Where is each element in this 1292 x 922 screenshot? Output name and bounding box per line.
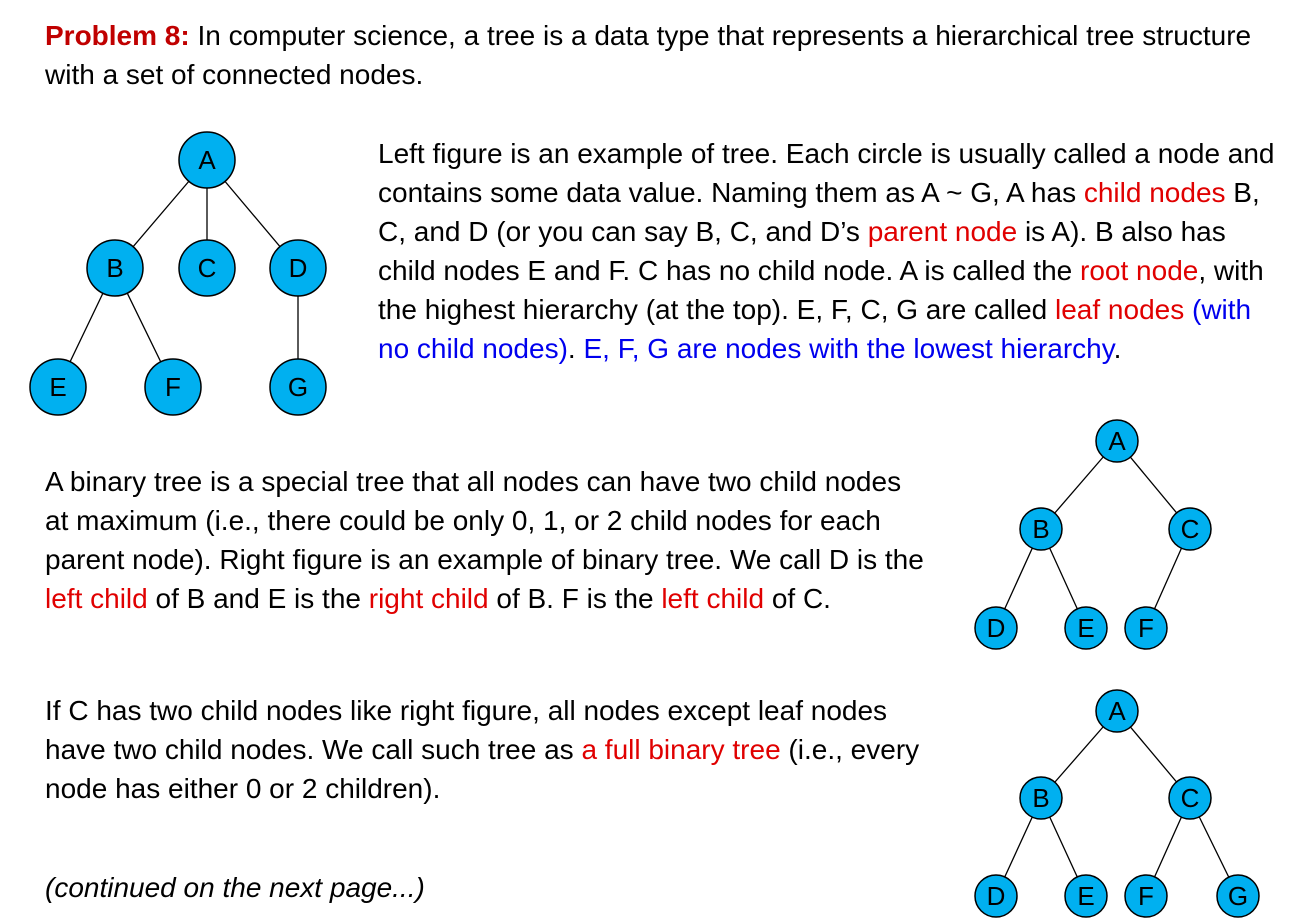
term-left-child: left child	[661, 583, 765, 614]
svg-text:B: B	[106, 253, 124, 283]
svg-text:A: A	[1108, 696, 1126, 726]
svg-text:D: D	[288, 253, 308, 283]
general-tree-figure	[30, 132, 326, 415]
full-binary-tree-figure	[975, 690, 1259, 917]
text-segment: , with the highest hierarchy (at the top). E, F, C, G are called	[378, 255, 1264, 325]
svg-text:E: E	[1077, 881, 1095, 911]
node-e	[30, 359, 86, 415]
node-d	[975, 607, 1017, 649]
text-segment: If C has two child nodes like right figure, all nodes except leaf nodes have two child nodes. We call such tree as	[45, 695, 888, 765]
problem-label: Problem 8:	[45, 20, 190, 51]
node-b	[1020, 777, 1062, 819]
node-e	[1065, 875, 1107, 917]
text-segment: is A). B also has child nodes E and F. C has no child node. A is called the	[378, 216, 1226, 286]
svg-text:A: A	[198, 145, 216, 175]
node-b	[87, 240, 143, 296]
text-segment: .	[1113, 333, 1122, 364]
binary-tree-figure	[975, 420, 1211, 649]
term-root-node: root node	[1080, 255, 1199, 286]
text-segment: A binary tree is a special tree that all nodes can have two child nodes at maximum (i.e., there could be only 0, 1, or 2 child nodes for each parent node). Right figure is an example of binary tree. We call D is the	[45, 466, 924, 575]
svg-text:D: D	[986, 881, 1006, 911]
binary-tree-description	[45, 462, 925, 618]
node-d	[975, 875, 1017, 917]
node-b	[1020, 508, 1062, 550]
node-f	[1125, 875, 1167, 917]
term-left-child: left child	[45, 583, 148, 614]
svg-text:E: E	[1077, 613, 1095, 643]
node-c	[179, 240, 235, 296]
svg-text:G: G	[287, 372, 309, 402]
term-parent-node: parent node	[867, 216, 1018, 247]
svg-text:G: G	[1227, 881, 1249, 911]
svg-text:E: E	[49, 372, 67, 402]
note-no-child: (with no child nodes)	[378, 294, 1252, 364]
node-f	[145, 359, 201, 415]
node-c	[1169, 777, 1211, 819]
svg-text:F: F	[1138, 613, 1154, 643]
term-child-nodes: child nodes	[1083, 177, 1226, 208]
node-c	[1169, 508, 1211, 550]
node-g	[270, 359, 326, 415]
term-right-child: right child	[368, 583, 489, 614]
tree-description	[378, 134, 1278, 368]
node-a	[179, 132, 235, 188]
text-segment	[1184, 294, 1192, 325]
text-segment: Left figure is an example of tree. Each circle is usually called a node and contains some data value. Naming them as A ~ G, A has	[378, 138, 1275, 208]
node-g	[1217, 875, 1259, 917]
intro-text: In computer science, a tree is a data type that represents a hierarchical tree structure with a set of connected nodes.	[45, 20, 1252, 90]
node-a	[1096, 420, 1138, 462]
text-segment: (i.e., every node has either 0 or 2 children).	[45, 734, 920, 804]
term-full-binary-tree: a full binary tree	[581, 734, 781, 765]
node-d	[270, 240, 326, 296]
text-segment: .	[567, 333, 584, 364]
note-lowest-hierarchy: E, F, G are nodes with the lowest hierarchy	[583, 333, 1114, 364]
svg-text:F: F	[1138, 881, 1154, 911]
svg-text:C: C	[1180, 514, 1200, 544]
term-leaf-nodes: leaf nodes	[1055, 294, 1185, 325]
full-binary-tree-description	[45, 691, 925, 808]
node-a	[1096, 690, 1138, 732]
svg-text:B: B	[1032, 514, 1050, 544]
text-segment: of B. F is the	[488, 583, 662, 614]
svg-text:F: F	[165, 372, 181, 402]
text-segment: B, C, and D (or you can say B, C, and D’s	[378, 177, 1260, 247]
continued-note: (continued on the next page...)	[45, 872, 425, 903]
text-segment: of C.	[764, 583, 831, 614]
text-segment: of B and E is the	[147, 583, 369, 614]
svg-text:C: C	[1180, 783, 1200, 813]
svg-text:B: B	[1032, 783, 1050, 813]
svg-text:A: A	[1108, 426, 1126, 456]
svg-text:D: D	[986, 613, 1006, 643]
node-e	[1065, 607, 1107, 649]
svg-text:C: C	[197, 253, 217, 283]
node-f	[1125, 607, 1167, 649]
